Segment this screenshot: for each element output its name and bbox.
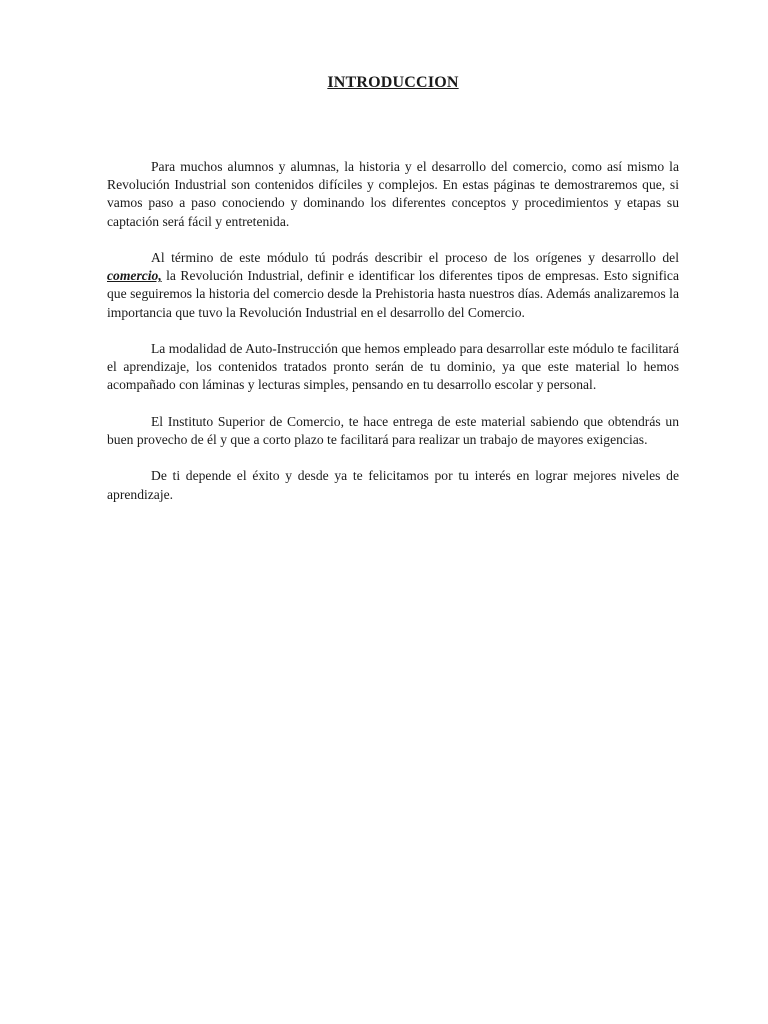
paragraph-2 [107, 249, 679, 322]
paragraph-5: De ti depende el éxito y desde ya te felicitamos por tu interés en lograr mejores niveles de aprendizaje. [107, 468, 679, 502]
emphasis-comercio: comercio, [107, 268, 162, 284]
paragraph-3: La modalidad de Auto-Instrucción que hemos empleado para desarrollar este módulo te facilitará el aprendizaje, los contenidos tratados pronto serán de tu dominio, ya que este material lo hemos acompañado con láminas y lecturas simples, pensando en tu desarrollo escolar y personal. [107, 341, 679, 393]
paragraph-2-text-before: Al término de este módulo tú podrás describir el proceso de los orígenes y desarrollo del [151, 250, 679, 265]
paragraph-1: Para muchos alumnos y alumnas, la historia y el desarrollo del comercio, como así mismo la Revolución Industrial son contenidos difíciles y complejos. En estas páginas te demostraremos que, si vamos paso a paso conociendo y dominando los diferentes conceptos y procedimientos y etapas su captación será fácil y entretenida. [107, 159, 679, 229]
document-body [107, 158, 679, 522]
paragraph-4: El Instituto Superior de Comercio, te hace entrega de este material sabiendo que obtendrás un buen provecho de él y que a corto plazo te facilitará para realizar un trabajo de mayores exigencias. [107, 413, 679, 447]
page-title: INTRODUCCION [327, 74, 459, 91]
paragraph-2-text-after: la Revolución Industrial, definir e identificar los diferentes tipos de empresas. Esto significa que seguiremos la historia del comercio desde la Prehistoria hasta nuestros días. Además analizaremos la importancia que tuvo la Revolución Industrial en el desarrollo del Comercio. [107, 268, 679, 320]
